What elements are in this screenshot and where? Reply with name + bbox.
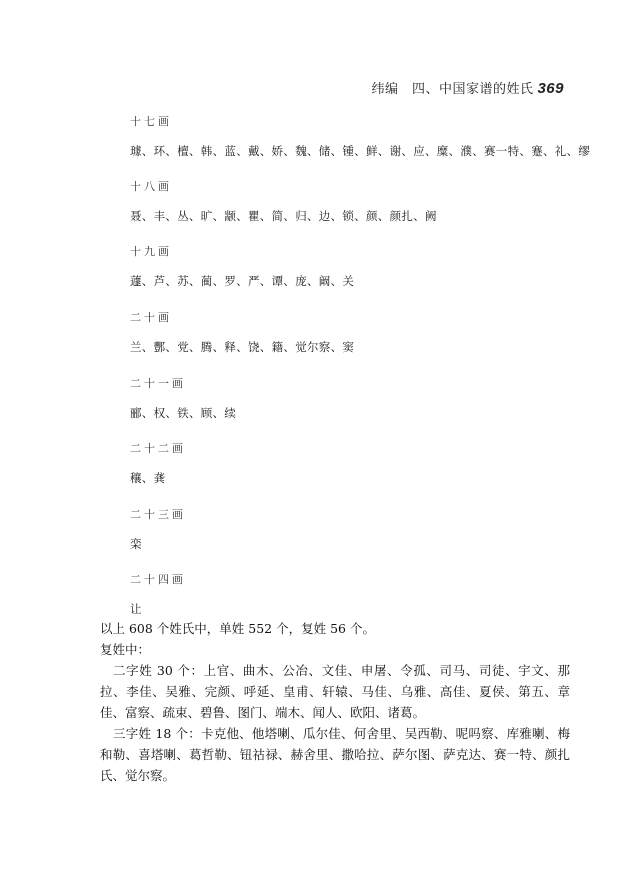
stroke-section-17 xyxy=(130,115,591,158)
surname-list: 蘧、芦、苏、蔺、罗、严、谭、庞、阚、关 xyxy=(130,274,355,288)
compound-surname-heading: 复姓中： xyxy=(100,642,151,657)
surname-list: 兰、酆、党、腾、释、饶、籍、觉尔察、窦 xyxy=(130,340,355,354)
surname-list: 郦、权、铁、顾、续 xyxy=(130,406,237,420)
summary-block xyxy=(100,618,570,786)
surname-list: 璩、环、檀、韩、蓝、戴、娇、魏、储、锺、鲜、谢、应、糜、濮、赛一特、蹇、礼、缪 xyxy=(130,144,591,158)
surname-list: 穰、龚 xyxy=(130,471,166,485)
surname-list: 让 xyxy=(130,602,142,616)
three-char-surname-paragraph: 三字姓 18 个：卡克他、他塔喇、瓜尔佳、何舍里、吴西勒、呢吗察、库雅喇、梅和勒、喜塔喇、葛哲勒、钮祜禄、赫舍里、撒哈拉、萨尔图、萨克达、赛一特、颜扎氏、觉尔察。 xyxy=(100,726,570,783)
stroke-heading: 二十四画 xyxy=(130,573,186,586)
running-header xyxy=(371,78,564,97)
summary-paragraph: 以上 608 个姓氏中，单姓 552 个，复姓 56 个。 xyxy=(100,621,375,636)
stroke-heading: 二十画 xyxy=(130,311,172,324)
stroke-section-22 xyxy=(130,442,570,485)
stroke-section-24 xyxy=(130,573,570,616)
page-number: 369 xyxy=(537,80,564,97)
stroke-section-19 xyxy=(130,245,570,288)
header-title: 纬编 四、中国家谱的姓氏 xyxy=(371,82,534,97)
stroke-heading: 二十三画 xyxy=(130,508,186,521)
stroke-heading: 二十一画 xyxy=(130,377,186,390)
two-char-surname-paragraph: 二字姓 30 个：上官、曲木、公冶、文佳、申屠、令孤、司马、司徒、宇文、那拉、李佳、吴雅、完颜、呼延、皇甫、轩辕、马佳、乌雅、高佳、夏侯、第五、章佳、富察、疏束、碧鲁、图门、端木、闻人、欧阳、诸葛。 xyxy=(100,663,570,720)
surname-list: 栾 xyxy=(130,537,142,551)
stroke-section-20 xyxy=(130,311,570,354)
stroke-section-18 xyxy=(130,180,570,223)
surname-list: 聂、丰、丛、旷、颛、瞿、简、归、边、锁、颜、颜扎、阙 xyxy=(130,209,437,223)
stroke-heading: 十八画 xyxy=(130,180,172,193)
stroke-section-21 xyxy=(130,377,570,420)
stroke-heading: 二十二画 xyxy=(130,442,186,455)
stroke-section-23 xyxy=(130,508,570,551)
stroke-heading: 十九画 xyxy=(130,245,172,258)
stroke-heading: 十七画 xyxy=(130,115,172,128)
